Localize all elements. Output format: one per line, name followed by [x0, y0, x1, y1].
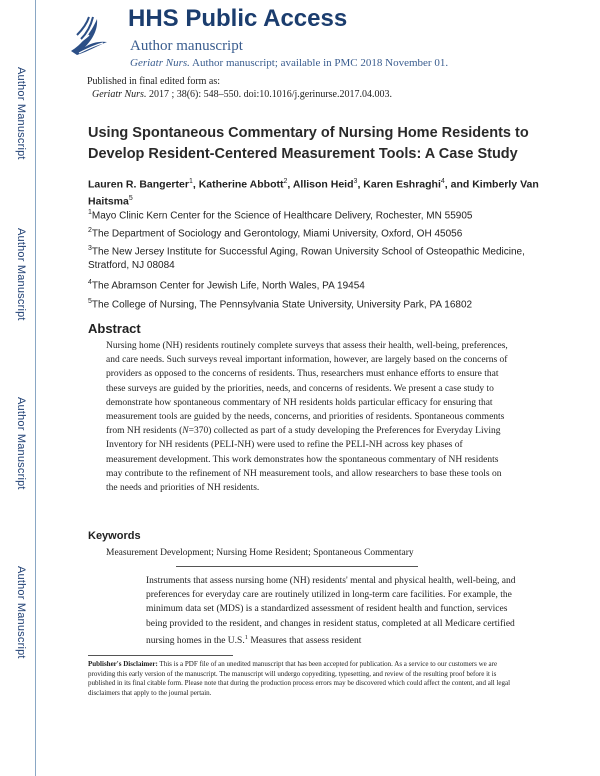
- author-separator: ,: [287, 178, 293, 191]
- affiliation: [88, 295, 558, 312]
- affiliation: [88, 224, 558, 241]
- publisher-disclaimer: [88, 660, 522, 698]
- author-name: Karen Eshraghi: [363, 178, 441, 191]
- author-name: Katherine Abbott: [198, 178, 284, 191]
- article-title: Using Spontaneous Commentary of Nursing Home Residents to Develop Resident-Centered Measurement Tools: A Case Study: [88, 125, 529, 162]
- author-name: Allison Heid: [292, 178, 354, 191]
- keywords-text: Measurement Development; Nursing Home Resident; Spontaneous Commentary: [106, 548, 414, 558]
- margin-rule: [35, 0, 36, 776]
- affiliation: [88, 242, 558, 273]
- author-sup: 5: [128, 194, 133, 202]
- affiliation-number: 2: [88, 227, 92, 234]
- body-text: Instruments that assess nursing home (NH) residents' mental and physical health, well-being, and preferences for everyday care are routinely utilized in long-term care facilities. For example, the minimum data set (MDS) is a standardized assessment of resident health and function, services being provided to the resident, and changes in resident status, completed at all Medicare certified nursing homes in the U.S.: [146, 576, 516, 646]
- author-sup: 2: [283, 178, 288, 185]
- author-name: Kimberly Van Haitsma: [88, 178, 539, 207]
- author-sup: 1: [188, 178, 193, 185]
- section-divider: [176, 566, 418, 567]
- author-sup: 4: [440, 178, 445, 185]
- abstract-part-1: Nursing home (NH) residents routinely complete surveys that assess their health, well-being, preferences, and care needs. Such surveys reveal important information, however, are largely based on the concerns of providers as opposed to the concerns of residents. Thus, researchers must enhance efforts to ensure that these surveys are guided by the priorities, needs, and concerns of residents. We present a case study to demonstrate how spontaneous commentary of NH residents holds particular efficacy for ensuring that measurement tools are guided by the needs, concerns, and priorities of residents. Spontaneous comments from NH residents (: [106, 341, 508, 437]
- author-separator: ,: [357, 178, 364, 191]
- published-as-label: Published in final edited form as:: [87, 76, 221, 87]
- side-label-author-manuscript: Author Manuscript: [15, 228, 27, 321]
- disclaimer-label: Publisher's Disclaimer:: [88, 660, 158, 668]
- citation: [92, 89, 392, 100]
- hhs-eagle-logo-icon: [67, 11, 115, 59]
- abstract-text: [106, 339, 511, 495]
- author-separator: , and: [444, 178, 473, 191]
- disclaimer-text: This is a PDF file of an unedited manuscript that has been accepted for publication. As a service to our customers we are providing this early version of the manuscript. The manuscript will undergo copyediting, typesetting, and review of the resulting proof before it is published in its final citable form. Please note that during the production process errors may be discovered which could affect the content, and all legal disclaimers that apply to the journal pertain.: [88, 660, 511, 697]
- author-name: Lauren R. Bangerter: [88, 178, 189, 191]
- abstract-part-2: =370) collected as part of a study developing the Preferences for Everyday Living Inventory for NH residents (PELI-NH) were used to refine the PELI-NH across key phases of measurement development. This work demonstrates how the spontaneous commentary of NH residents may contribute to the refinement of NH measurement tools, and allow researchers to base these tools on the needs and priorities of NH residents.: [106, 426, 502, 494]
- affiliation-number: 3: [88, 245, 92, 252]
- author-manuscript-label: Author manuscript: [130, 38, 243, 54]
- affiliation-number: 4: [88, 279, 92, 286]
- affiliation-text: The Abramson Center for Jewish Life, North Wales, PA 19454: [91, 280, 365, 292]
- keywords-heading: Keywords: [88, 530, 141, 542]
- body-paragraph: [146, 574, 524, 648]
- author-separator: ,: [192, 178, 199, 191]
- affiliation-text: The College of Nursing, The Pennsylvania State University, University Park, PA 16802: [91, 299, 473, 311]
- side-label-author-manuscript: Author Manuscript: [15, 566, 27, 659]
- abstract-heading: Abstract: [88, 321, 141, 336]
- affiliation-text: The New Jersey Institute for Successful Aging, Rowan University School of Osteopathic Medicine, Stratford, NJ 08084: [88, 246, 525, 272]
- reference-marker: 1: [244, 633, 248, 641]
- affiliation: [88, 276, 558, 293]
- author-sup: 3: [353, 178, 358, 185]
- citation-details: 2017 ; 38(6): 548–550. doi:10.1016/j.gerinurse.2017.04.003.: [146, 89, 392, 100]
- side-label-author-manuscript: Author Manuscript: [15, 397, 27, 490]
- affiliation: [88, 206, 558, 223]
- affiliation-number: 1: [88, 209, 92, 216]
- affiliation-text: The Department of Sociology and Gerontology, Miami University, Oxford, OH 45056: [91, 228, 463, 240]
- affiliation-number: 5: [88, 298, 92, 305]
- author-list: [88, 175, 568, 208]
- availability-text: Author manuscript; available in PMC 2018 November 01.: [189, 57, 449, 69]
- footnote-divider: [88, 655, 233, 656]
- journal-name: Geriatr Nurs.: [130, 57, 190, 69]
- abstract-n: N: [182, 426, 189, 437]
- journal-status-line: [130, 57, 448, 69]
- citation-journal: Geriatr Nurs.: [92, 89, 147, 100]
- affiliation-text: Mayo Clinic Kern Center for the Science of Healthcare Delivery, Rochester, MN 55905: [91, 210, 473, 222]
- body-text-end: Measures that assess resident: [247, 635, 362, 646]
- page-header-title: HHS Public Access: [128, 5, 348, 32]
- side-label-author-manuscript: Author Manuscript: [15, 67, 27, 160]
